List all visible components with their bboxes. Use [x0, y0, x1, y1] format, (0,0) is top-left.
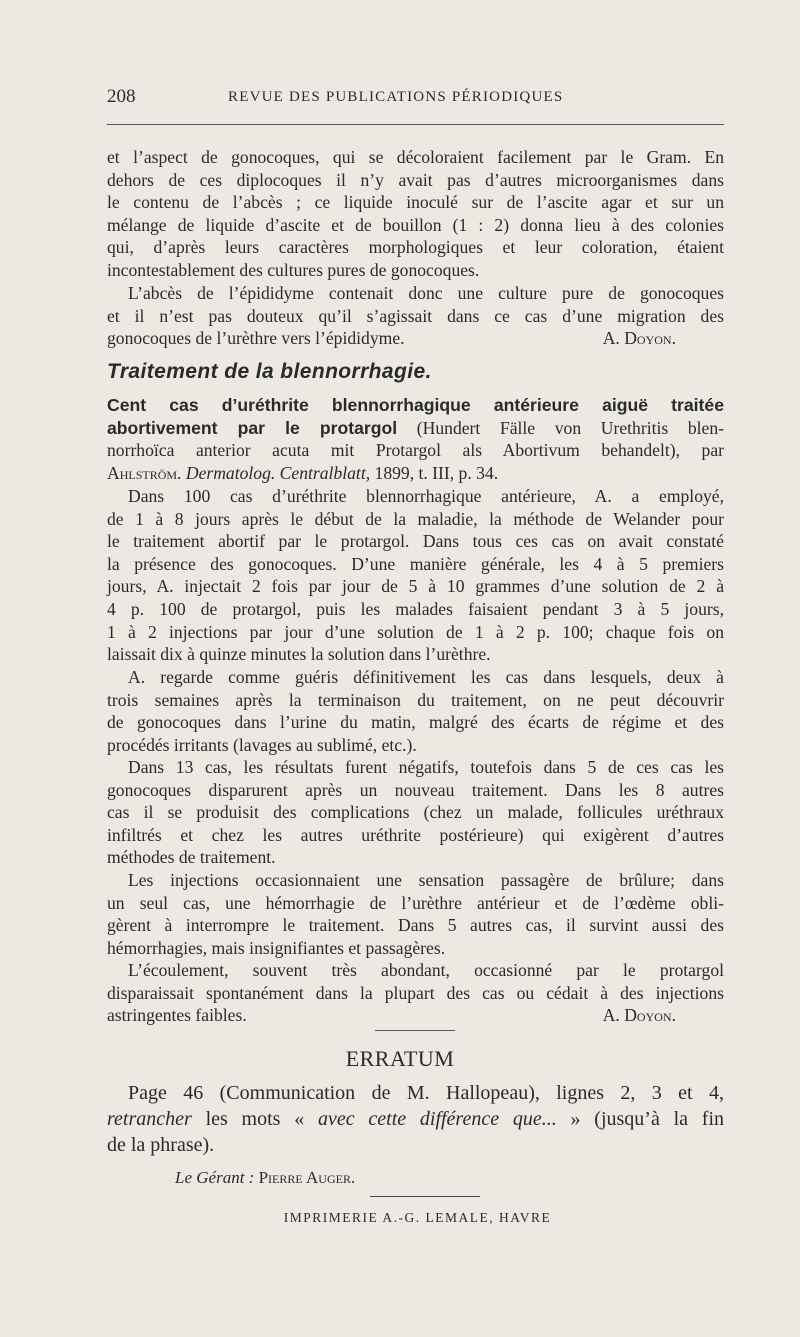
text-line: L’écoulement, souvent très abondant, occasionné par le protargol: [128, 960, 724, 980]
erratum-text: [107, 1080, 724, 1158]
section-heading: Traitement de la blennorrhagie.: [107, 360, 432, 383]
text-line: 1 à 2 injections par jour d’une solution de 1 à 2 p. 100; chaque fois on: [107, 621, 724, 642]
text-line: de 1 à 8 jours après le début de la maladie, la méthode de Welander pour: [107, 508, 724, 529]
running-title: REVUE DES PUBLICATIONS PÉRIODIQUES: [228, 89, 564, 105]
text-fragment: » (jusqu’à la fin: [570, 1108, 724, 1130]
text-line: dehors de ces diplocoques il n’y avait pas d’autres microorganismes dans: [107, 169, 724, 190]
text-line: Dans 13 cas, les résultats furent négatifs, toutefois dans 5 de ces cas les: [128, 757, 724, 777]
text-line: et l’aspect de gonocoques, qui se décoloraient facilement par le Gram. En: [107, 147, 724, 167]
section-divider: [375, 1030, 455, 1031]
text-line: un seul cas, une hémorrhagie de l’urèthre antérieur et de l’œdème obli-: [107, 892, 724, 913]
text-line: infiltrés et chez les autres uréthrite postérieure) qui exigèrent d’autres: [107, 824, 724, 845]
signature: A. Doyon.: [602, 328, 676, 349]
text-line: qui, d’après leurs caractères morphologiques et leur coloration, étaient: [107, 237, 724, 258]
paragraph-epididyme: [107, 282, 724, 350]
paragraph-resultats: [107, 756, 724, 869]
text-line: méthodes de traitement.: [107, 847, 276, 868]
article-title-block: [107, 394, 724, 484]
author: Ahlström.: [107, 462, 182, 483]
text-line: 4 p. 100 de protargol, puis les malades faisaient pendant 3 à 5 jours,: [107, 598, 724, 619]
text-fragment: avec cette différence que...: [317, 1108, 557, 1130]
paragraph-injections: [107, 869, 724, 959]
text-line: et il n’est pas douteux qu’il s’agissait dans ce cas d’une migration des: [107, 305, 724, 326]
signature: A. Doyon.: [602, 1005, 676, 1026]
paragraph-gueris: [107, 666, 724, 756]
text-fragment: gonocoques de l’urèthre vers l’épididyme.: [107, 328, 405, 349]
journal: Dermatolog. Centralblatt,: [185, 462, 371, 483]
text-fragment: les mots «: [205, 1108, 305, 1130]
text-line: le contenu de l’abcès ; ce liquide inoculé sur de l’ascite agar et sur un: [107, 192, 724, 213]
text-fragment: astringentes faibles.: [107, 1005, 247, 1026]
text-line: de gonocoques dans l’urine du matin, malgré des écarts de régime et des: [107, 712, 724, 733]
gerant-line: [175, 1168, 355, 1188]
text-line: laissait dix à quinze minutes la solution dans l’urèthre.: [107, 644, 491, 665]
printer-imprint: IMPRIMERIE A.-G. LEMALE, HAVRE: [283, 1210, 552, 1225]
text-line: Page 46 (Communication de M. Hallopeau), lignes 2, 3 et 4,: [128, 1082, 724, 1104]
paragraph-ecoulement: [107, 959, 724, 1027]
page-number: 208: [107, 86, 136, 107]
text-line: Les injections occasionnaient une sensation passagère de brûlure; dans: [128, 870, 724, 890]
text-line: Dans 100 cas d’uréthrite blennorrhagique antérieure, A. a employé,: [128, 486, 724, 506]
text-line: disparaissait spontanément dans la plupart des cas ou cédait à des injections: [107, 982, 724, 1003]
text-line: A. regarde comme guéris définitivement les cas dans lesquels, deux à: [128, 667, 724, 687]
imprint-rule: [370, 1196, 480, 1197]
gerant-label: Le Gérant :: [175, 1168, 255, 1187]
citation-details: 1899, t. III, p. 34.: [374, 462, 499, 483]
header-rule: [107, 124, 724, 125]
text-line: mélange de liquide d’ascite et de bouillon (1 : 2) donna lieu à des colonies: [107, 214, 724, 235]
text-line: [107, 1004, 724, 1027]
text-line: cas il se produisit des complications (chez un malade, follicules uréthraux: [107, 802, 724, 823]
article-title-fragment: abortivement par le protargol: [107, 417, 398, 438]
text-fragment: (Hundert Fälle von Urethritis blen-: [416, 417, 724, 438]
text-line: la présence des gonocoques. D’une manière générale, les 4 à 5 premiers: [107, 553, 724, 574]
erratum-title: ERRATUM: [345, 1046, 455, 1071]
text-line: hémorrhagies, mais insignifiantes et passagères.: [107, 937, 446, 958]
text-line: procédés irritants (lavages au sublimé, etc.).: [107, 734, 417, 755]
paragraph-methode: [107, 485, 724, 666]
text-line: jours, A. injectait 2 fois par jour de 5 à 10 grammes d’une solution de 2 à: [107, 576, 724, 597]
text-line: le traitement abortif par le protargol. Dans tous ces cas on avait constaté: [107, 531, 724, 552]
gerant-name: Pierre Auger.: [258, 1168, 356, 1187]
text-line: [107, 1106, 724, 1132]
text-line: trois semaines après la terminaison du traitement, on ne peut découvrir: [107, 689, 724, 710]
citation-line: [107, 462, 724, 485]
paragraph-gonocoques: [107, 146, 724, 282]
article-title-line: Cent cas d’uréthrite blennorrhagique antérieure aiguë traitée: [107, 395, 724, 415]
text-line: de la phrase).: [107, 1134, 215, 1156]
text-line: L’abcès de l’épididyme contenait donc une culture pure de gonocoques: [128, 283, 724, 303]
text-line: [107, 327, 724, 350]
page-header: [107, 86, 724, 116]
text-line: [107, 417, 724, 440]
text-fragment: retrancher: [107, 1108, 192, 1130]
text-line: gonocoques disparurent après un nouveau traitement. Dans les 8 autres: [107, 779, 724, 800]
text-line: norrhoïca anterior acuta mit Protargol als Abortivum behandelt), par: [107, 440, 724, 461]
text-line: incontestablement des cultures pures de gonocoques.: [107, 259, 480, 280]
text-line: gèrent à interrompre le traitement. Dans 5 autres cas, il survint aussi des: [107, 915, 724, 936]
